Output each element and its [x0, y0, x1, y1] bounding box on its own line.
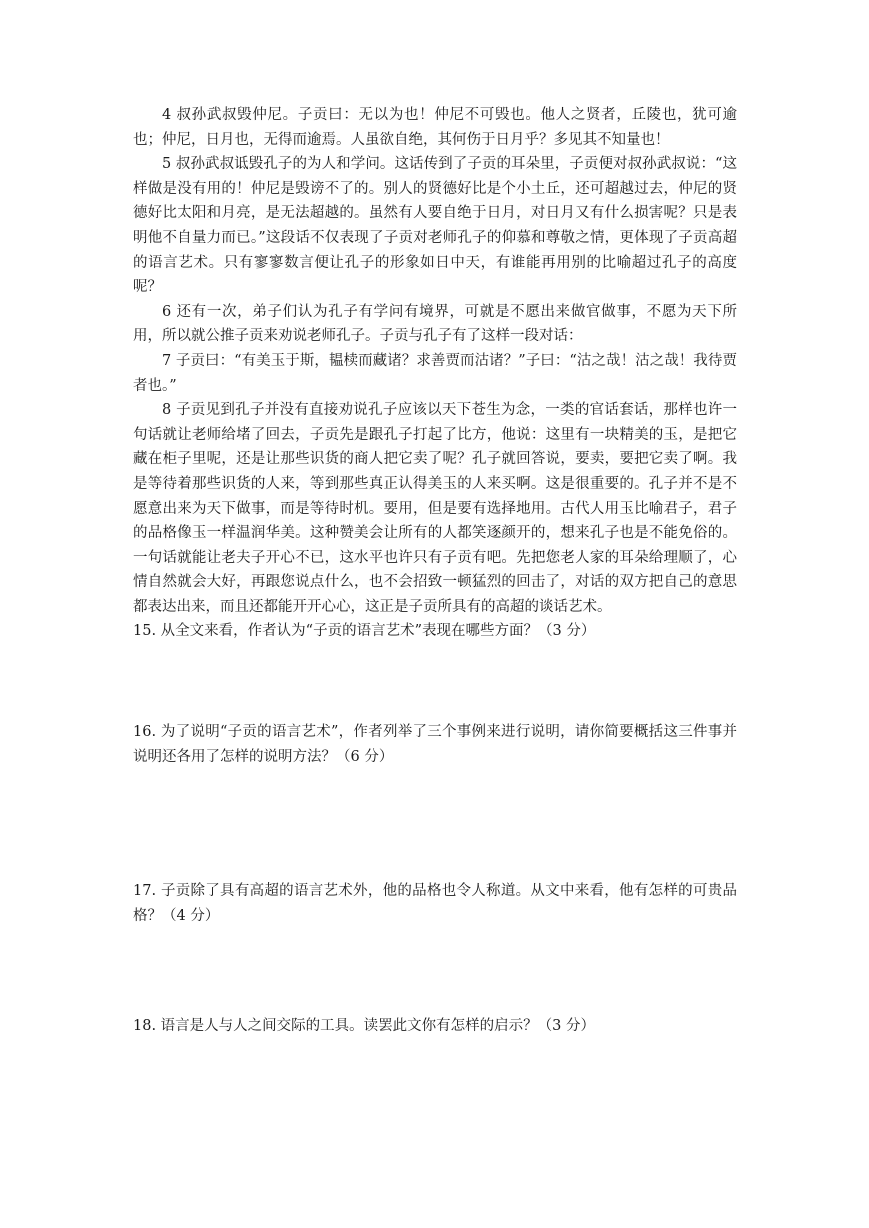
answer-space-17 [133, 928, 737, 1014]
answer-space-18 [133, 1039, 737, 1159]
passage-paragraph-5: 5 叔孙武叔诋毁孔子的为人和学问。这话传到了子贡的耳朵里，子贡便对叔孙武叔说：“这样做是没有用的！仲尼是毁谤不了的。别人的贤德好比是个小土丘，还可超越过去，仲尼的贤德好比太阳和月亮，是无法超越的。虽然有人要自绝于日月，对日月又有什么损害呢？只是表明他不自量力而已。”这段话不仅表现了子贡对老师孔子的仰慕和尊敬之情，更体现了子贡高超的语言艺术。只有寥寥数言便让孔子的形象如日中天，有谁能再用别的比喻超过孔子的高度呢？ [133, 156, 737, 296]
questions [133, 619, 737, 1159]
passage-paragraph-6: 6 还有一次，弟子们认为孔子有学问有境界，可就是不愿出来做官做事，不愿为天下所用，所以就公推子贡来劝说老师孔子。子贡与孔子有了这样一段对话： [133, 303, 737, 345]
answer-space-15 [133, 644, 737, 720]
question-16: 16. 为了说明“子贡的语言艺术”，作者列举了三个事例来进行说明，请你简要概括这三件事并说明还各用了怎样的说明方法？（6 分） [133, 724, 737, 765]
question-18: 18. 语言是人与人之间交际的工具。读罢此文你有怎样的启示？（3 分） [133, 1018, 596, 1035]
passage [133, 103, 737, 619]
document-page [133, 103, 737, 1159]
question-17: 17. 子贡除了具有高超的语言艺术外，他的品格也令人称道。从文中来看，他有怎样的可贵品格？（4 分） [133, 883, 737, 924]
passage-paragraph-4: 4 叔孙武叔毁仲尼。子贡曰：无以为也！仲尼不可毁也。他人之贤者，丘陵也，犹可逾也；仲尼，日月也，无得而逾焉。人虽欲自绝，其何伤于日月乎？多见其不知量也！ [133, 107, 737, 148]
passage-paragraph-8: 8 子贡见到孔子并没有直接劝说孔子应该以天下苍生为念，一类的官话套话，那样也许一句话就让老师给堵了回去，子贡先是跟孔子打起了比方，他说：这里有一块精美的玉，是把它藏在柜子里呢，还是让那些识货的商人把它卖了呢？孔子就回答说，要卖，要把它卖了啊。我是等待着那些识货的人来，等到那些真正认得美玉的人来买啊。这是很重要的。孔子并不是不愿意出来为天下做事，而是等待时机。要用，但是要有选择地用。古代人用玉比喻君子，君子的品格像玉一样温润华美。这种赞美会让所有的人都笑逐颜开的，想来孔子也是不能免俗的。一句话就能让老夫子开心不已，这水平也许只有子贡有吧。先把您老人家的耳朵给理顺了，心情自然就会大好，再跟您说点什么，也不会招致一顿猛烈的回击了，对话的双方把自己的意思都表达出来，而且还都能开开心心，这正是子贡所具有的高超的谈话艺术。 [133, 402, 737, 615]
question-15: 15. 从全文来看，作者认为“子贡的语言艺术”表现在哪些方面？（3 分） [133, 623, 596, 640]
answer-space-16 [133, 769, 737, 879]
passage-paragraph-7: 7 子贡曰：“有美玉于斯，韫椟而藏诸？求善贾而沽诸？”子曰：“沽之哉！沽之哉！我待贾者也。” [133, 352, 737, 394]
